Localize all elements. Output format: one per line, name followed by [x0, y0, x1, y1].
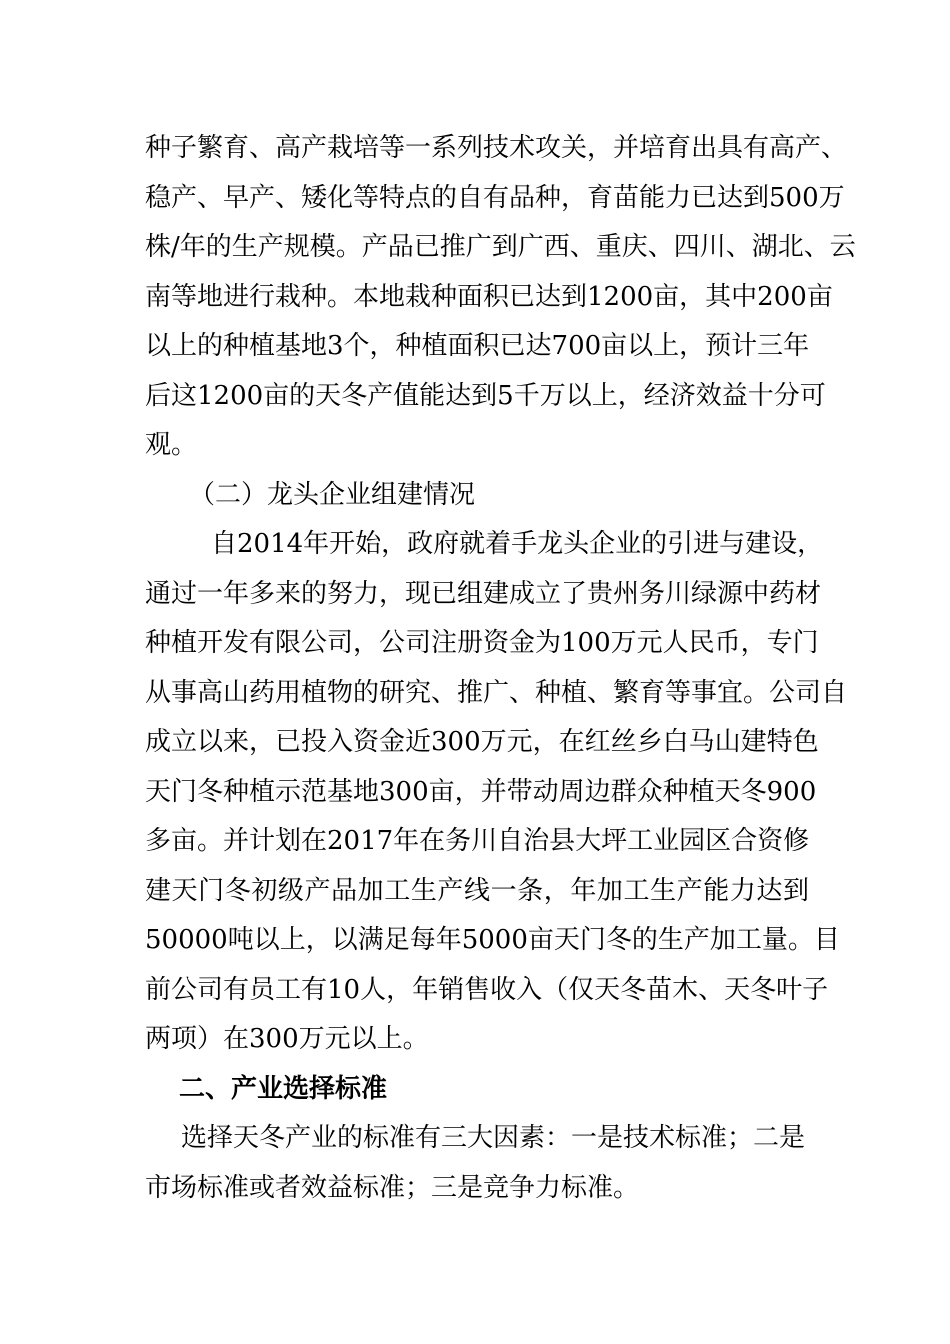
- paragraph-1: [145, 124, 856, 471]
- paragraph-3: [145, 1114, 809, 1213]
- text-line: 观。: [145, 430, 198, 460]
- text-line: 市场标准或者效益标准；三是竞争力标准。: [145, 1172, 640, 1203]
- document-page: [145, 124, 856, 1213]
- text-line: 通过一年多来的努力，现已组建成立了贵州务川绿源中药材: [145, 578, 822, 609]
- text-line: 稳产、早产、矮化等特点的自有品种，育苗能力已达到500万: [145, 182, 845, 213]
- text-line: 种子繁育、高产栽培等一系列技术攻关，并培育出具有高产、: [145, 133, 848, 163]
- text-line: 以上的种植基地3个，种植面积已达700亩以上，预计三年: [145, 331, 810, 361]
- text-line: 两项）在300万元以上。: [145, 1024, 429, 1054]
- text-line: 后这1200亩的天冬产值能达到5千万以上，经济效益十分可: [145, 380, 826, 411]
- main-heading: 二、产业选择标准: [179, 1073, 388, 1104]
- text-line: 天门冬种植示范基地300亩，并带动周边群众种植天冬900: [145, 776, 817, 807]
- text-line: 南等地进行栽种。本地栽种面积已达到1200亩，其中200亩: [145, 281, 833, 312]
- text-line: 50000吨以上，以满足每年5000亩天门冬的生产加工量。目: [145, 925, 840, 955]
- section-heading: （二）龙头企业组建情况: [189, 479, 476, 510]
- paragraph-2: [145, 520, 848, 1065]
- text-line: 选择天冬产业的标准有三大因素：一是技术标准；二是: [181, 1123, 806, 1153]
- text-line: 株/年的生产规模。产品已推广到广西、重庆、四川、湖北、云: [145, 232, 856, 262]
- text-line: 自2014年开始，政府就着手龙头企业的引进与建设，: [211, 529, 824, 559]
- text-line: 建天门冬初级产品加工生产线一条，年加工生产能力达到: [145, 875, 809, 906]
- text-line: 成立以来，已投入资金近300万元，在红丝乡白马山建特色: [145, 727, 819, 757]
- text-line: 前公司有员工有10人，年销售收入（仅天冬苗木、天冬叶子: [145, 974, 829, 1005]
- text-line: 种植开发有限公司，公司注册资金为100万元人民币，专门: [145, 628, 819, 658]
- text-line: 多亩。并计划在2017年在务川自治县大坪工业园区合资修: [145, 826, 810, 856]
- text-line: 从事高山药用植物的研究、推广、种植、繁育等事宜。公司自: [145, 677, 848, 708]
